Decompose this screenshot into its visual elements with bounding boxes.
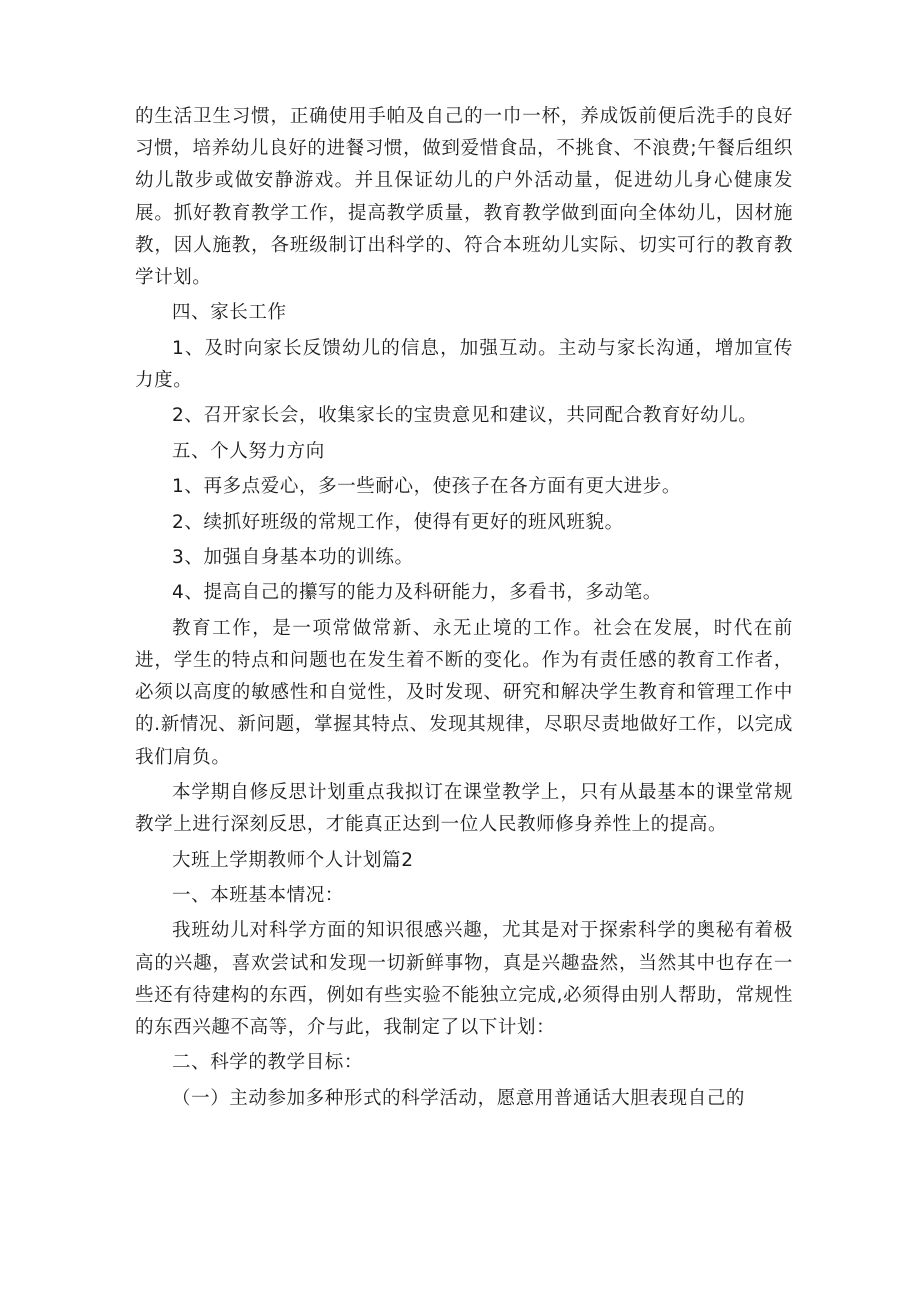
list-item-effort-1: 1、再多点爱心，多一些耐心，使孩子在各方面有更大进步。 xyxy=(172,476,681,498)
paragraph-education-work: 教育工作，是一项常做常新、永无止境的工作。社会在发展，时代在前进，学生的特点和问题也在发生着不断的变化。作为有责任感的教育工作者，必须以高度的敏感性和自觉性，及时发现、研究和解决学生教育和管理工作中的.新情况、新问题，掌握其特点、发现其规律，尽职尽责地做好工作，以完成我们肩负。 xyxy=(135,617,793,768)
paragraph-goal-1: （一）主动参加多种形式的科学活动，愿意用普通话大胆表现自己的 xyxy=(172,1087,746,1109)
paragraph-class-info: 我班幼儿对科学方面的知识很感兴趣，尤其是对于探索科学的奥秘有着极高的兴趣，喜欢尝试和发现一切新鲜事物，真是兴趣盎然，当然其中也存在一些还有待建构的东西，例如有些实验不能独立完成,必须得由别人帮助，常规性的东西兴趣不高等，介与此，我制定了以下计划： xyxy=(135,920,793,1038)
section-heading-class-info: 一、本班基本情况： xyxy=(172,884,344,906)
list-item-effort-4: 4、提高自己的攥写的能力及科研能力，多看书，多动笔。 xyxy=(172,582,662,604)
section-heading-science-goals: 二、科学的教学目标： xyxy=(172,1052,364,1074)
section-heading-personal-effort: 五、个人努力方向 xyxy=(172,440,325,462)
section-heading-parent-work: 四、家长工作 xyxy=(172,302,287,324)
list-item-effort-2: 2、续抓好班级的常规工作，使得有更好的班风班貌。 xyxy=(172,511,624,533)
list-item-parent-feedback: 1、及时向家长反馈幼儿的信息，加强互动。主动与家长沟通，增加宣传力度。 xyxy=(135,337,793,391)
document-page xyxy=(135,101,793,1118)
paragraph-hygiene-continuation: 的生活卫生习惯，正确使用手帕及自己的一巾一杯，养成饭前便后洗手的良好习惯，培养幼儿良好的进餐习惯，做到爱惜食品，不挑食、不浪费;午餐后组织幼儿散步或做安静游戏。并且保证幼儿的户外活动量，促进幼儿身心健康发展。抓好教育教学工作，提高教学质量，教育教学做到面向全体幼儿，因材施教，因人施教，各班级制订出科学的、符合本班幼儿实际、切实可行的教育教学计划。 xyxy=(135,106,793,289)
document-subtitle-plan-2: 大班上学期教师个人计划篇2 xyxy=(172,849,414,871)
paragraph-reflection-plan: 本学期自修反思计划重点我拟订在课堂教学上，只有从最基本的课堂常规教学上进行深刻反思，才能真正达到一位人民教师修身养性上的提高。 xyxy=(135,781,793,836)
list-item-effort-3: 3、加强自身基本功的训练。 xyxy=(172,546,414,568)
list-item-parent-meeting: 2、召开家长会，收集家长的宝贵意见和建议，共同配合教育好幼儿。 xyxy=(172,405,758,427)
